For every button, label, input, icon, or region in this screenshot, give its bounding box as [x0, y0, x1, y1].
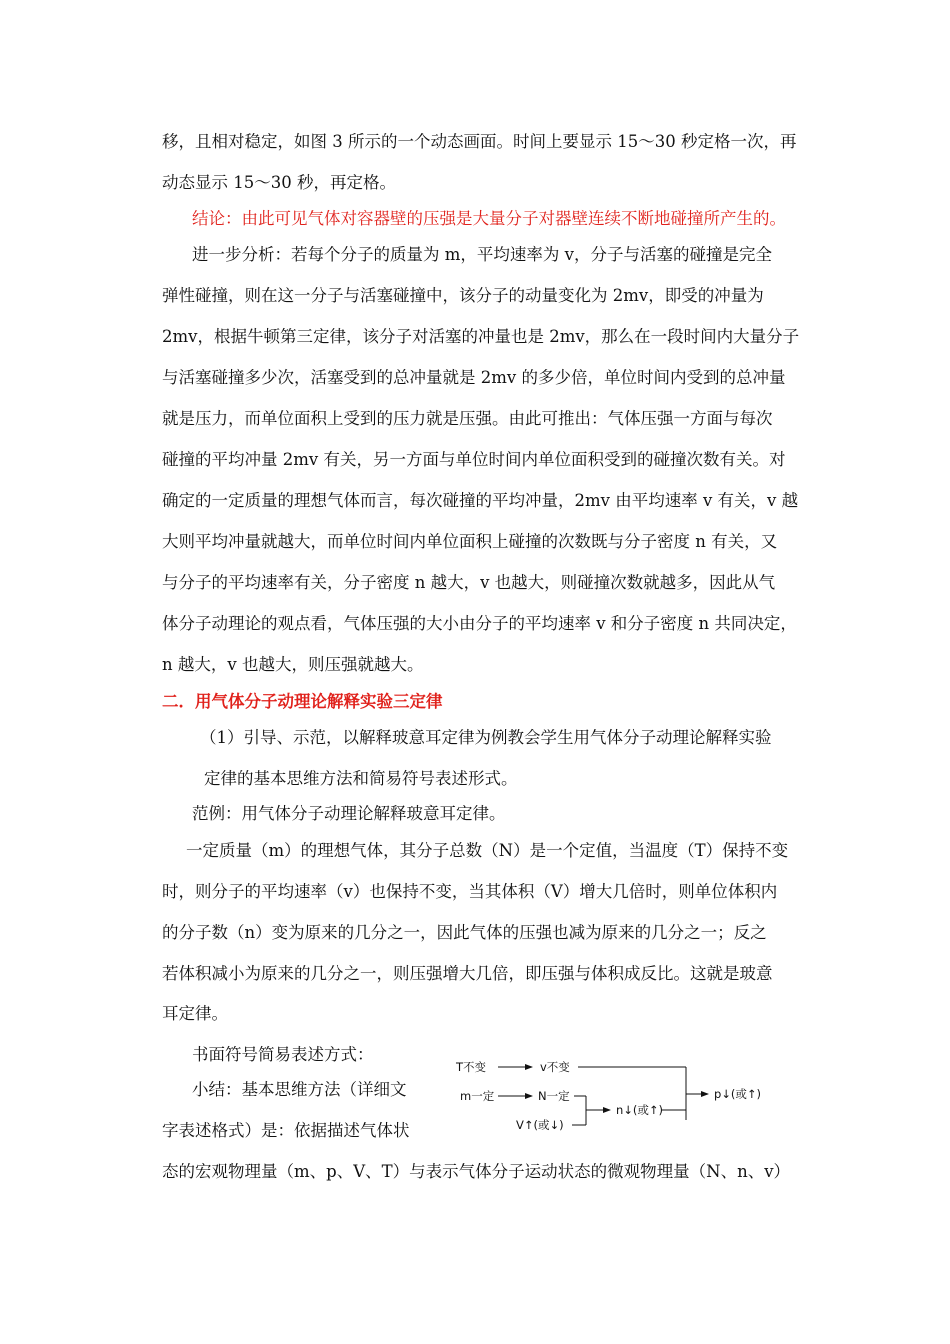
- text-line: 大则平均冲量就越大，而单位时间内单位面积上碰撞的次数既与分子密度 n 有关，又: [162, 532, 778, 551]
- text-line: 若体积减小为原来的几分之一，则压强增大几倍，即压强与体积成反比。这就是玻意: [162, 964, 773, 983]
- text-line: n 越大，v 也越大，则压强就越大。: [162, 655, 424, 674]
- diagram-t-const: T不变: [456, 1060, 487, 1074]
- text-line: 进一步分析：若每个分子的质量为 m，平均速率为 v，分子与活塞的碰撞是完全: [192, 245, 772, 264]
- text-line: 移，且相对稳定，如图 3 所示的一个动态画面。时间上要显示 15～30 秒定格一次，再: [162, 132, 797, 151]
- diagram-v-up: V↑(或↓): [516, 1118, 564, 1132]
- text-line: 时，则分子的平均速率（v）也保持不变，当其体积（V）增大几倍时，则单位体积内: [162, 882, 778, 901]
- text-line: 确定的一定质量的理想气体而言，每次碰撞的平均冲量，2mv 由平均速率 v 有关，v 越: [162, 491, 799, 510]
- text-line: 弹性碰撞，则在这一分子与活塞碰撞中，该分子的动量变化为 2mv，即受的冲量为: [162, 286, 764, 305]
- text-line: （1）引导、示范，以解释玻意耳定律为例教会学生用气体分子动理论解释实验: [200, 728, 772, 747]
- diagram-v-const: v不变: [540, 1060, 570, 1074]
- text-line: 一定质量（m）的理想气体，其分子总数（N）是一个定值，当温度（T）保持不变: [186, 841, 789, 860]
- text-line: 与活塞碰撞多少次，活塞受到的总冲量就是 2mv 的多少倍，单位时间内受到的总冲量: [162, 368, 786, 387]
- text-line: 碰撞的平均冲量 2mv 有关，另一方面与单位时间内单位面积受到的碰撞次数有关。对: [162, 450, 786, 469]
- text-line: 动态显示 15～30 秒，再定格。: [162, 173, 396, 192]
- text-line: 范例：用气体分子动理论解释玻意耳定律。: [192, 804, 506, 823]
- text-line: 态的宏观物理量（m、p、V、T）与表示气体分子运动状态的微观物理量（N、n、v）: [162, 1162, 791, 1181]
- text-line: 字表述格式）是：依据描述气体状: [162, 1121, 410, 1140]
- diagram-p-down: p↓(或↑): [714, 1087, 762, 1101]
- text-line: 小结：基本思维方法（详细文: [192, 1080, 407, 1099]
- text-line: 的分子数（n）变为原来的几分之一，因此气体的压强也减为原来的几分之一；反之: [162, 923, 767, 942]
- conclusion-line: 结论：由此可见气体对容器壁的压强是大量分子对器壁连续不断地碰撞所产生的。: [192, 209, 786, 228]
- diagram-n-down: n↓(或↑): [616, 1103, 664, 1117]
- text-line: 与分子的平均速率有关，分子密度 n 越大，v 也越大，则碰撞次数就越多，因此从气: [162, 573, 776, 592]
- section-heading: 二．用气体分子动理论解释实验三定律: [162, 692, 443, 711]
- diagram-n-fixed: N一定: [538, 1089, 570, 1103]
- text-line: 定律的基本思维方法和简易符号表述形式。: [204, 769, 518, 788]
- text-line: 2mv，根据牛顿第三定律，该分子对活塞的冲量也是 2mv，那么在一段时间内大量分子: [162, 327, 800, 346]
- text-line: 书面符号简易表述方式：: [192, 1045, 374, 1064]
- boyle-law-symbol-diagram: [440, 1052, 790, 1136]
- text-line: 体分子动理论的观点看，气体压强的大小由分子的平均速率 v 和分子密度 n 共同决定，: [162, 614, 797, 633]
- text-line: 耳定律。: [162, 1004, 228, 1023]
- diagram-m-fixed: m一定: [460, 1089, 495, 1103]
- text-line: 就是压力，而单位面积上受到的压力就是压强。由此可推出：气体压强一方面与每次: [162, 409, 773, 428]
